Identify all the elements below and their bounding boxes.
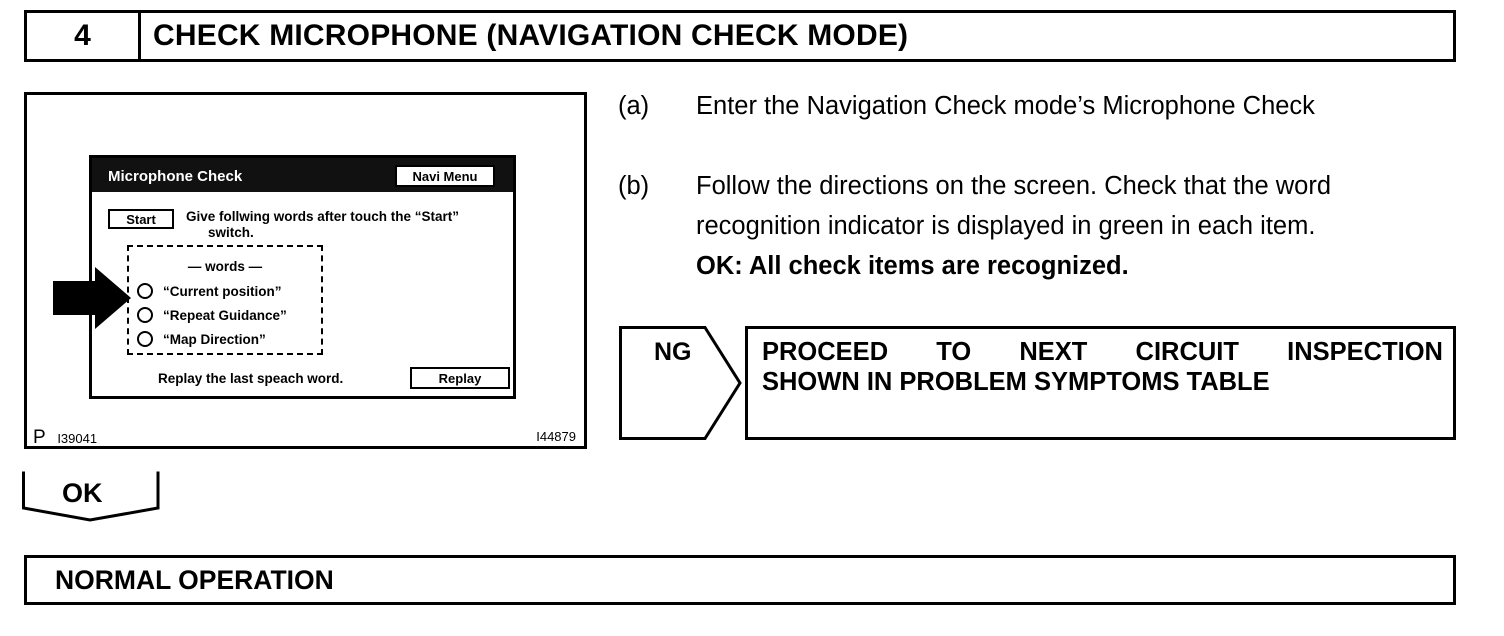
screen-titlebar bbox=[92, 158, 513, 192]
microphone-check-illustration bbox=[24, 92, 587, 449]
procedure-a-line: Enter the Navigation Check mode’s Microphone Check bbox=[696, 92, 1315, 120]
word-label: “Map Direction” bbox=[163, 331, 266, 347]
radio-circle-icon bbox=[137, 307, 153, 323]
procedure-b-text bbox=[696, 166, 1460, 286]
procedure-b-label: (b) bbox=[618, 172, 650, 200]
replay-text: Replay the last speach word. bbox=[158, 371, 344, 386]
ng-result-word: NEXT bbox=[1019, 338, 1088, 366]
procedure-a-text bbox=[696, 86, 1460, 126]
word-item bbox=[137, 329, 266, 349]
screen-title: Microphone Check bbox=[108, 168, 243, 185]
procedure-a-label: (a) bbox=[618, 92, 650, 120]
figure-id-left: I39041 bbox=[57, 431, 98, 446]
procedure-b-line-1: Follow the directions on the screen. Check that the word bbox=[696, 172, 1331, 200]
result-box: NORMAL OPERATION bbox=[24, 555, 1456, 605]
ng-result-line-2: SHOWN IN PROBLEM SYMPTOMS TABLE bbox=[762, 368, 1270, 396]
ng-branch bbox=[619, 326, 743, 440]
step-header bbox=[24, 10, 1456, 62]
procedure-b-line-2: recognition indicator is displayed in green in each item. bbox=[696, 212, 1316, 240]
screen-instruction bbox=[186, 209, 516, 241]
ng-result-word: INSPECTION bbox=[1287, 338, 1443, 366]
arrow-right-icon bbox=[53, 267, 131, 329]
ng-result-word: TO bbox=[936, 338, 972, 366]
navigation-screen bbox=[89, 155, 516, 399]
figure-id-right: I44879 bbox=[536, 429, 576, 444]
step-number: 4 bbox=[27, 13, 141, 59]
step-title: CHECK MICROPHONE (NAVIGATION CHECK MODE) bbox=[153, 19, 909, 52]
replay-button: Replay bbox=[410, 367, 510, 389]
word-label: “Repeat Guidance” bbox=[163, 307, 287, 323]
ng-result-line-1 bbox=[762, 338, 1443, 367]
word-item bbox=[137, 305, 287, 325]
ng-result-word: CIRCUIT bbox=[1135, 338, 1239, 366]
instruction-line-2: switch. bbox=[208, 225, 254, 240]
words-box bbox=[127, 245, 323, 355]
word-label: “Current position” bbox=[163, 283, 282, 299]
ng-result-word: PROCEED bbox=[762, 338, 889, 366]
words-title: — words — bbox=[187, 259, 263, 274]
radio-circle-icon bbox=[137, 331, 153, 347]
instruction-line-1: Give follwing words after touch the “Start” bbox=[186, 209, 460, 224]
radio-circle-icon bbox=[137, 283, 153, 299]
figure-label-left bbox=[33, 427, 97, 449]
procedure-b-ok-criteria: OK: All check items are recognized. bbox=[696, 252, 1129, 280]
ng-result-box bbox=[745, 326, 1456, 440]
navi-menu-button: Navi Menu bbox=[395, 165, 495, 187]
word-item bbox=[137, 281, 282, 301]
ok-label: OK bbox=[62, 478, 103, 508]
figure-prefix: P bbox=[33, 427, 46, 448]
start-button: Start bbox=[108, 209, 174, 229]
ng-label: NG bbox=[654, 338, 692, 366]
ok-branch bbox=[22, 470, 162, 522]
